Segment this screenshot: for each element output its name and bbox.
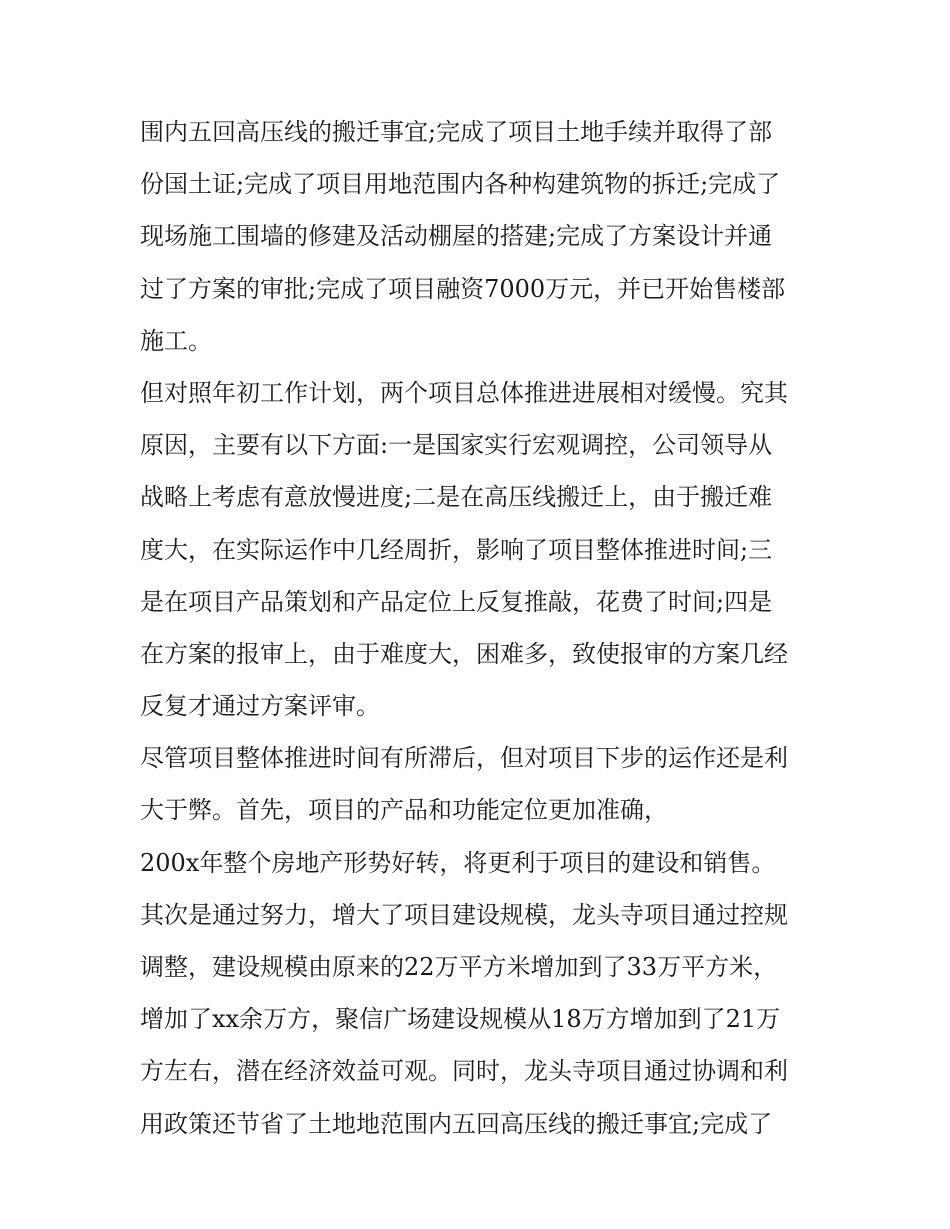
text-line-10: 是在项目产品策划和产品定位上反复推敲，花费了时间;四是: [140, 587, 773, 616]
text-line-9: 度大，在实际运作中几经周折，影响了项目整体推进时间;三: [140, 535, 773, 564]
text-line-14: 大于弊。首先，项目的产品和功能定位更加准确，: [140, 796, 668, 825]
text-line-13: 尽管项目整体推进时间有所滞后，但对项目下步的运作还是利: [140, 744, 788, 773]
text-line-16: 其次是通过努力，增大了项目建设规模，龙头寺项目通过控规: [140, 900, 788, 929]
text-line-11: 在方案的报审上，由于难度大，困难多，致使报审的方案几经: [140, 639, 788, 668]
text-line-15: 200x年整个房地产形势好转，将更利于项目的建设和销售。: [140, 848, 776, 877]
text-line-8: 战略上考虑有意放慢进度;二是在高压线搬迁上，由于搬迁难: [140, 483, 773, 512]
text-line-20: 用政策还节省了土地地范围内五回高压线的搬迁事宜;完成了: [140, 1109, 773, 1138]
text-line-12: 反复才通过方案评审。: [140, 692, 380, 721]
text-line-19: 方左右，潜在经济效益可观。同时，龙头寺项目通过协调和利: [140, 1057, 788, 1086]
text-line-6: 但对照年初工作计划，两个项目总体推进进展相对缓慢。究其: [140, 378, 788, 407]
text-line-18: 增加了xx余万方，聚信广场建设规模从18万方增加到了21万: [140, 1005, 781, 1034]
text-line-4: 过了方案的审批;完成了项目融资7000万元，并已开始售楼部: [140, 274, 786, 303]
body-text: [140, 106, 830, 1150]
text-line-7: 原因，主要有以下方面:一是国家实行宏观调控，公司领导从: [140, 431, 773, 460]
text-line-5: 施工。: [140, 326, 212, 355]
text-line-2: 份国土证;完成了项目用地范围内各种构建筑物的拆迁;完成了: [140, 170, 781, 199]
text-line-3: 现场施工围墙的修建及活动棚屋的搭建;完成了方案设计并通: [140, 222, 773, 251]
text-line-17: 调整，建设规模由原来的22万平方米增加到了33万平方米，: [140, 953, 778, 981]
text-line-1: 围内五回高压线的搬迁事宜;完成了项目土地手续并取得了部: [140, 118, 773, 146]
